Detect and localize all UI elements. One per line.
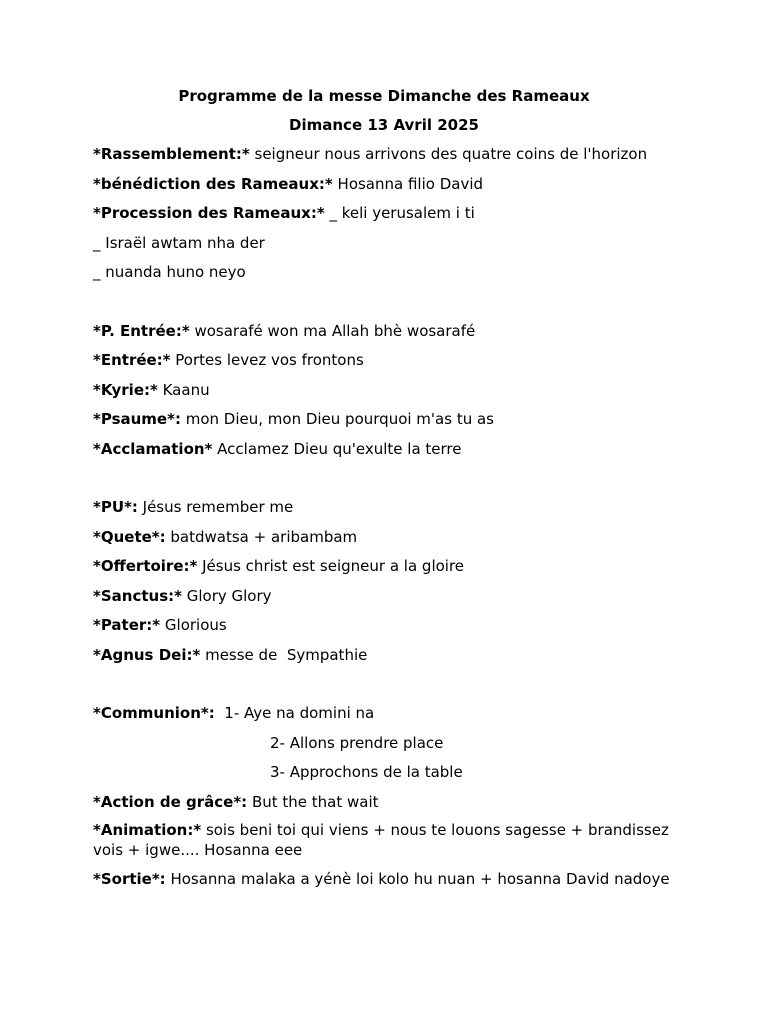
item-text: Jésus remember me — [137, 498, 294, 516]
program-item-procession-line-2 — [93, 233, 673, 253]
item-label: *Acclamation* — [93, 439, 213, 458]
item-text: wosarafé won ma Allah bhè wosarafé — [189, 321, 476, 340]
program-item-action-de-grace — [93, 792, 673, 812]
item-label: *Kyrie:* — [93, 380, 158, 399]
item-text: Acclamez Dieu qu'exulte la terre — [212, 439, 462, 458]
program-item-rassemblement — [93, 144, 673, 164]
program-item-pater — [93, 615, 673, 635]
program-item-quete — [93, 527, 673, 547]
program-item-acclamation — [93, 439, 673, 459]
item-label: *Entrée:* — [93, 351, 171, 369]
item-label: *Psaume*: — [93, 410, 181, 428]
program-item-benediction — [93, 174, 673, 194]
program-item-pu — [93, 497, 673, 517]
program-item-communion-2 — [93, 733, 673, 753]
item-text: Glory Glory — [181, 586, 272, 605]
program-item-procession-line-3 — [93, 262, 673, 282]
item-label: *Communion*: — [93, 704, 215, 722]
item-label: *bénédiction des Rameaux:* — [93, 174, 333, 193]
item-label: *Rassemblement:* — [93, 145, 250, 163]
item-label: *Animation:* — [93, 821, 202, 839]
item-label: *Offertoire:* — [93, 557, 198, 575]
item-text: Kaanu — [157, 380, 210, 399]
spacer — [93, 674, 673, 703]
program-item-entree — [93, 350, 673, 370]
program-item-communion — [93, 703, 673, 723]
item-text: Hosanna filio David — [332, 174, 484, 193]
spacer — [93, 292, 673, 321]
item-text: messe de Sympathie — [200, 645, 368, 664]
item-label: *Pater:* — [93, 616, 161, 634]
item-label: *Action de grâce*: — [93, 792, 248, 811]
item-text: _ Israël awtam nha der — [93, 233, 265, 252]
program-item-sortie — [93, 870, 673, 890]
item-label: *Sanctus:* — [93, 586, 182, 605]
item-label: *P. Entrée:* — [93, 321, 190, 340]
program-item-sanctus — [93, 586, 673, 606]
item-text: mon Dieu, mon Dieu pourquoi m'as tu as — [180, 410, 494, 428]
item-text: 3- Approchons de la table — [270, 763, 463, 781]
program-item-offertoire — [93, 556, 673, 576]
item-text: Hosanna malaka a yénè loi kolo hu nuan + hosanna David nadoye — [165, 869, 670, 888]
item-label: *Agnus Dei:* — [93, 645, 201, 664]
program-item-procession — [93, 203, 673, 223]
item-label: *PU*: — [93, 498, 138, 516]
program-item-agnus-dei — [93, 645, 673, 665]
document-date: Dimance 13 Avril 2025 — [289, 116, 479, 134]
item-text: 1- Aye na domini na — [214, 704, 375, 722]
item-text: Glorious — [160, 616, 227, 634]
item-text: _ nuanda huno neyo — [93, 263, 246, 281]
item-text: seigneur nous arrivons des quatre coins de l'horizon — [249, 145, 648, 163]
item-label: *Quete*: — [93, 527, 166, 546]
document-page — [93, 86, 673, 899]
item-text: But the that wait — [247, 792, 379, 811]
item-text: 2- Allons prendre place — [270, 733, 444, 752]
program-item-communion-3 — [93, 762, 673, 782]
item-label: *Sortie*: — [93, 869, 166, 888]
item-text: batdwatsa + aribambam — [165, 527, 358, 546]
program-item-kyrie — [93, 380, 673, 400]
spacer — [93, 468, 673, 497]
program-item-p-entree — [93, 321, 673, 341]
item-text: _ keli yerusalem i ti — [324, 204, 475, 222]
item-text: Jésus christ est seigneur a la gloire — [197, 557, 465, 575]
item-text: Portes levez vos frontons — [170, 351, 364, 369]
program-item-psaume — [93, 409, 673, 429]
document-title: Programme de la messe Dimanche des Rameaux — [178, 87, 590, 105]
item-text: sois beni toi qui viens + nous te louons sagesse + brandissez vois + igwe.... Hosanna eee — [93, 821, 674, 859]
item-label: *Procession des Rameaux:* — [93, 204, 325, 222]
program-item-animation — [93, 821, 673, 860]
